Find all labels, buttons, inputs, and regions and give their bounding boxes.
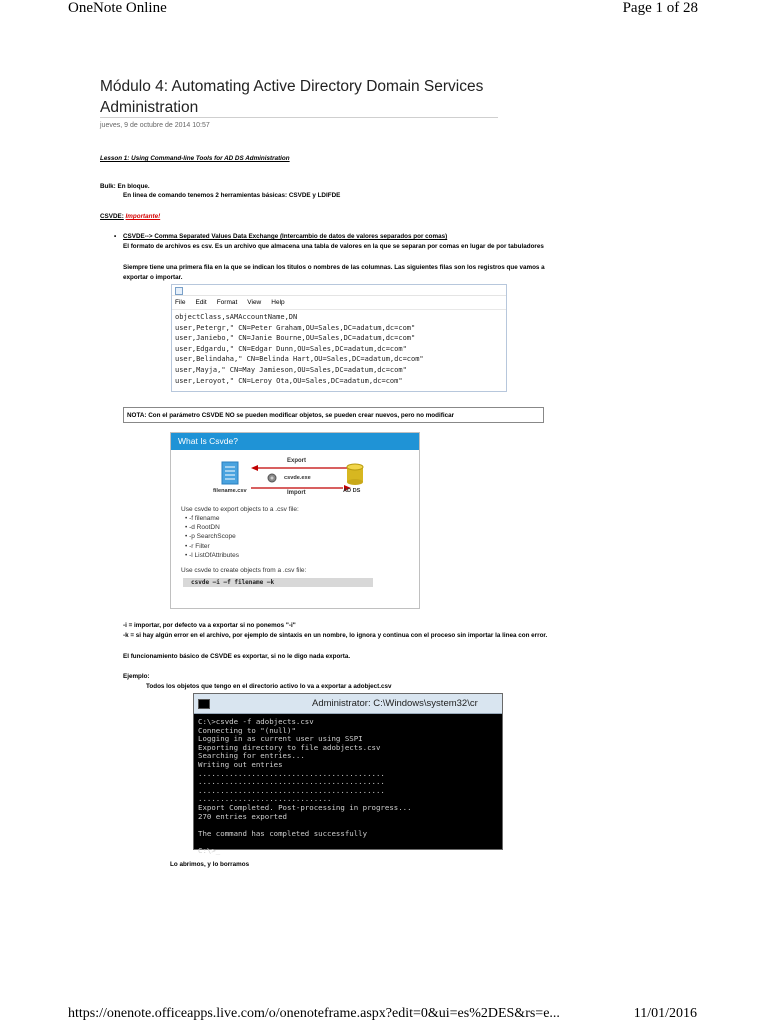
console-line: .............................. [198, 794, 332, 804]
default-export-note: El funcionamiento básico de CSVDE es exportar, si no le digo nada exporta. [123, 653, 351, 660]
param-item: • -p SearchScope [185, 533, 236, 541]
csvde-heading [100, 212, 160, 221]
menu-file[interactable]: File [175, 299, 186, 306]
console-title: Administrator: C:\Windows\system32\cr [312, 698, 478, 709]
param-i-note: -i = importar, por defecto va a exportar si no ponemos "-i" [123, 622, 296, 629]
csv-line: user,Mayja," CN=May Jamieson,OU=Sales,DC=adatum,dc=com" [175, 365, 407, 374]
important-label: Importante! [125, 213, 161, 220]
notepad-titlebar [172, 285, 506, 296]
console-line [198, 838, 498, 847]
notepad-screenshot [171, 284, 507, 392]
param-item: • -f filename [185, 515, 220, 522]
export-params [185, 514, 239, 560]
menu-view[interactable]: View [247, 299, 262, 306]
notepad-content[interactable] [172, 310, 506, 388]
console-line: .......................................... [198, 777, 385, 787]
first-row-description-cont: exportar o importar. [123, 274, 183, 281]
export-label: Export [287, 458, 307, 464]
console-line: C:\>csvde -f adobjects.csv [198, 717, 314, 726]
bullet-dot: • [114, 233, 117, 240]
title-divider [100, 117, 498, 118]
console-line: Writing out entries [198, 759, 283, 769]
file-label: filename.csv [213, 488, 247, 494]
csvde-definition: CSVDE--> Comma Separated Values Data Exchange (Intercambio de datos de valores separados por comas) [123, 233, 448, 240]
console-line: C:\>_ [198, 845, 221, 855]
csvde-slide [170, 432, 420, 609]
menu-format[interactable]: Format [216, 299, 238, 306]
slide-title: What Is Csvde? [171, 433, 419, 450]
console-line: The command has completed successfully [198, 828, 368, 838]
param-item: • -d RootDN [185, 524, 220, 532]
console-line: Exporting directory to file adobjects.csv [198, 742, 381, 752]
page-title: Módulo 4: Automating Active Directory Domain Services Administration [100, 78, 484, 116]
param-item: • -r Filter [185, 542, 210, 550]
csv-line: user,Petergr," CN=Peter Graham,OU=Sales,DC=adatum,dc=com" [175, 323, 416, 332]
page-url[interactable]: https://onenote.officeapps.live.com/o/onenoteframe.aspx?edit=0&ui=es%2DES&rs=e... [68, 1006, 560, 1021]
csv-line: user,Edgardu," CN=Edgar Dunn,OU=Sales,DC=adatum,dc=com" [175, 344, 407, 353]
tool-label: csvde.exe [284, 475, 311, 481]
menu-edit[interactable]: Edit [195, 299, 207, 306]
nota-box: NOTA: Con el parámetro CSVDE NO se pueden modificar objetos, se pueden crear nuevos, pero no modificar [123, 407, 544, 423]
csv-line: objectClass,sAMAccountName,DN [175, 313, 298, 321]
notepad-menubar [172, 296, 506, 310]
csv-line: user,Belindaha," CN=Belinda Hart,OU=Sales,DC=adatum,dc=com" [175, 355, 424, 364]
bulk-label: Bulk: En bloque. [100, 183, 150, 190]
app-title: OneNote Online [68, 0, 167, 16]
console-line: Searching for entries... [198, 751, 305, 761]
bulk-description: En linea de comando tenemos 2 herramientas básicas: CSVDE y LDIFDE [123, 192, 341, 199]
notepad-icon [175, 287, 183, 295]
create-intro: Use csvde to create objects from a .csv file: [181, 567, 307, 574]
database-icon [346, 463, 364, 485]
export-arrow [251, 465, 351, 471]
import-label: Import [287, 490, 306, 496]
console-line: Export Completed. Post-processing in progress... [198, 802, 412, 812]
csvde-label: CSVDE: [100, 213, 124, 220]
closing-line: Lo abrimos, y lo borramos [170, 861, 250, 868]
date-line: jueves, 9 de octubre de 2014 10:57 [100, 122, 210, 129]
example-label: Ejemplo: [123, 673, 150, 680]
console-line: Connecting to "(null)" [198, 725, 296, 735]
param-k-note: -k = si hay algún error en el archivo, por ejemplo de sintaxis en un nombre, lo ignora y continua con el proceso sin importar la linea con error. [123, 632, 548, 639]
format-description: El formato de archivos es csv. Es un archivo que almacena una tabla de valores en la que se separan por comas en lugar de por tabuladores [123, 243, 544, 250]
csv-line: user,Janiebo," CN=Janie Bourne,OU=Sales,DC=adatum,dc=com" [175, 334, 416, 343]
page-indicator: Page 1 of 28 [622, 0, 698, 16]
print-date: 11/01/2016 [633, 1006, 697, 1021]
console-line: 270 entries exported [198, 811, 287, 821]
tool-icon [266, 473, 278, 483]
file-icon [221, 461, 239, 485]
export-intro: Use csvde to export objects to a .csv file: [181, 506, 299, 513]
lesson-heading: Lesson 1: Using Command-line Tools for AD DS Administration [100, 155, 290, 162]
console-icon [198, 699, 210, 709]
console-line: .......................................... [198, 785, 385, 795]
csv-line: user,Leroyot," CN=Leroy Ota,OU=Sales,DC=adatum,dc=com" [175, 376, 403, 385]
menu-help[interactable]: Help [271, 299, 285, 306]
console-screenshot [193, 693, 503, 855]
example-description: Todos los objetos que tengo en el directorio activo lo va a exportar a adobject.csv [146, 683, 392, 690]
console-line: Logging in as current user using SSPI [198, 734, 363, 744]
console-output [194, 714, 502, 860]
param-item: • -l ListOfAttributes [185, 551, 239, 559]
console-line: .......................................... [198, 768, 385, 778]
create-command: csvde –i –f filename –k [183, 578, 373, 587]
adds-label: AD DS [343, 488, 361, 494]
console-titlebar [194, 694, 502, 714]
first-row-description: Siempre tiene una primera fila en la que se indican los titulos o nombres de las columnas. Las siguientes filas son los registros que vamos a [123, 264, 545, 271]
